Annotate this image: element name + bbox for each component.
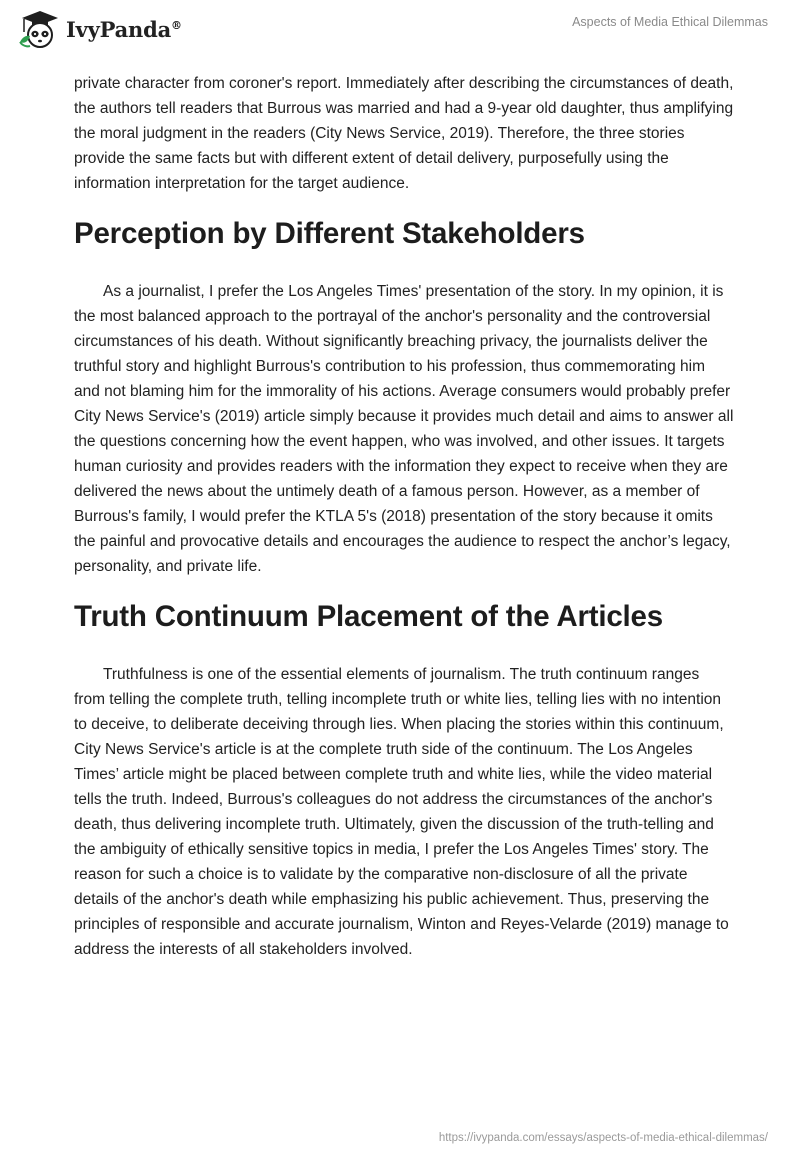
- page-header: [0, 0, 800, 60]
- section-heading-truth-continuum: Truth Continuum Placement of the Articles: [74, 600, 663, 633]
- section-paragraph-stakeholders: As a journalist, I prefer the Los Angeles Times' presentation of the story. In my opinion, it is the most balanced approach to the portrayal of the anchor's personality and the controversial circumstances of his death. Without significantly breaching privacy, the journalists deliver the truthful story and highlight Burrous's contribution to his profession, thus commemorating him and not blaming him for the immorality of his actions. Average consumers would probably prefer City News Service's (2019) article simply because it provides much detail and aims to answer all the questions concerning how the event happen, who was involved, and other issues. It targets human curiosity and provides readers with the information they expect to receive when they are delivered the news about the untimely death of a famous person. However, as a member of Burrous's family, I would prefer the KTLA 5's (2018) presentation of the story because it omits the painful and provocative details and encourages the audience to respect the anchor’s legacy, personality, and private life.: [74, 283, 734, 575]
- source-url[interactable]: https://ivypanda.com/essays/aspects-of-media-ethical-dilemmas/: [438, 1132, 768, 1144]
- panda-graduate-icon: [16, 8, 62, 50]
- document-title: Aspects of Media Ethical Dilemmas: [572, 15, 768, 29]
- essay-content: [74, 71, 734, 962]
- brand-name: IvyPanda®: [66, 16, 182, 42]
- intro-paragraph: private character from coroner's report. Immediately after describing the circumstances of death, the authors tell readers that Burrous was married and had a 9-year old daughter, thus amplifying the moral judgment in the readers (City News Service, 2019). Therefore, the three stories provide the same facts but with different extent of detail delivery, purposefully using the information interpretation for the target audience.: [74, 75, 734, 192]
- section-paragraph-truth-continuum: Truthfulness is one of the essential elements of journalism. The truth continuum ranges from telling the complete truth, telling incomplete truth or white lies, telling lies with no intention to deceive, to deliberate deceiving through lies. When placing the stories within this continuum, City News Service's article is at the complete truth side of the continuum. The Los Angeles Times’ article might be placed between complete truth and white lies, while the video material tells the truth. Indeed, Burrous's colleagues do not address the circumstances of the anchor's death, thus delivering incomplete truth. Ultimately, given the discussion of the truth-telling and the ambiguity of ethically sensitive topics in media, I prefer the Los Angeles Times' story. The reason for such a choice is to validate by the comparative non-disclosure of all the private details of the anchor's death while emphasizing his public achievement. Thus, preserving the principles of responsible and accurate journalism, Winton and Reyes-Velarde (2019) manage to address the interests of all stakeholders involved.: [74, 666, 729, 958]
- section-heading-stakeholders: Perception by Different Stakeholders: [74, 217, 585, 250]
- logo[interactable]: [16, 8, 182, 50]
